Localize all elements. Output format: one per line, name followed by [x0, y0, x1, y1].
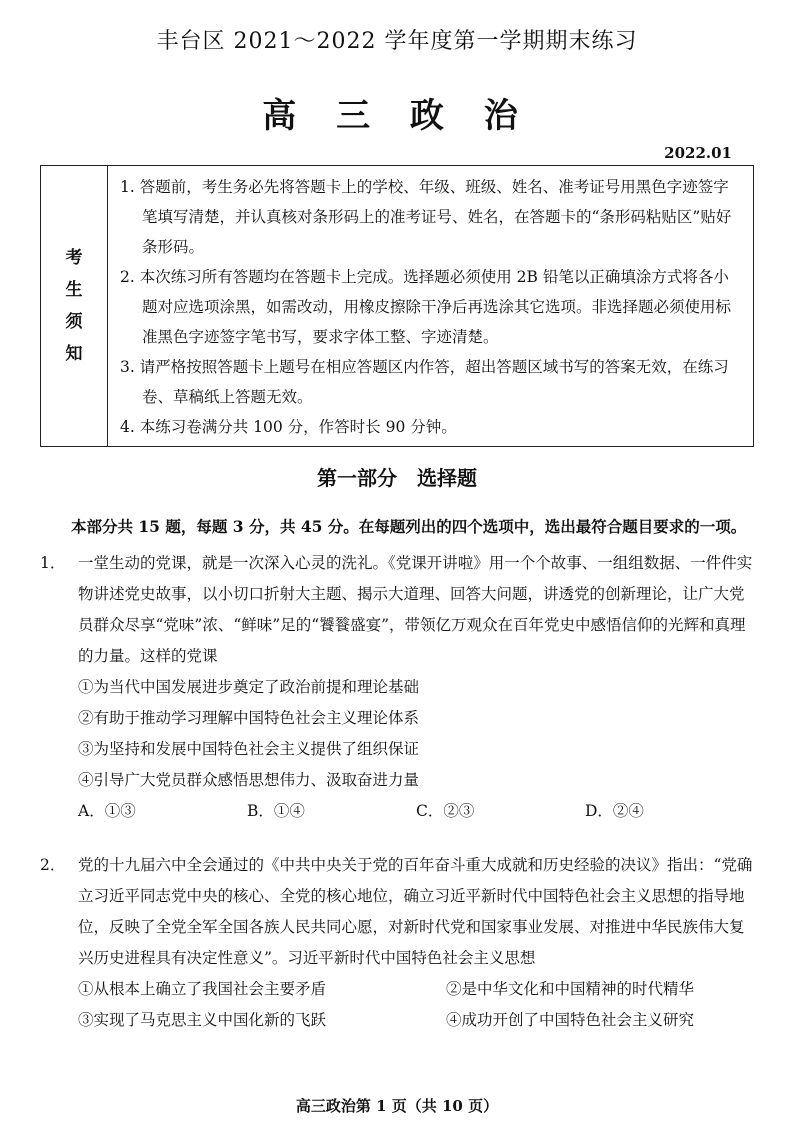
statement-4: ④引导广大党员群众感悟思想伟力、汲取奋进力量 [78, 771, 420, 789]
notice-label-char: 知 [65, 344, 83, 364]
notice-item-4: 4. 本练习卷满分共 100 分，作答时长 90 分钟。 [120, 418, 457, 436]
section-intro: 本部分共 15 题，每题 3 分，共 45 分。在每题列出的四个选项中，选出最符合题目要求的一项。 [71, 517, 747, 536]
statement-3: ③实现了马克思主义中国化新的飞跃 [78, 1011, 327, 1029]
choice-b[interactable]: B．①④ [247, 802, 305, 820]
statement-4: ④成功开创了中国特色社会主义研究 [446, 1011, 695, 1029]
statement-1: ①为当代中国发展进步奠定了政治前提和理论基础 [78, 678, 420, 696]
statement-2: ②有助于推动学习理解中国特色社会主义理论体系 [78, 709, 420, 727]
notice-body [108, 166, 754, 447]
question-stem [40, 548, 754, 672]
question-text: 党的十九届六中全会通过的《中共中央关于党的百年奋斗重大成就和历史经验的决议》指出：“党确立习近平同志党中央的核心、全党的核心地位，确立习近平新时代中国特色社会主义思想的指导地位，反映了全党全军全国各族人民共同心愿，对新时代党和国家事业发展、对推进中华民族伟大复兴历史进程具有决定性意义”。习近平新时代中国特色社会主义思想 [78, 856, 753, 967]
section-title: 第一部分 选择题 [317, 466, 477, 490]
statement-1: ①从根本上确立了我国社会主要矛盾 [78, 980, 327, 998]
question-stem [40, 850, 754, 974]
question-1 [40, 548, 754, 827]
notice-item-2: 2. 本次练习所有答题均在答题卡上完成。选择题必须使用 2B 铅笔以正确填涂方式将各小题对应选项涂黑，如需改动，用橡皮擦除干净后再选涂其它选项。非选择题必须使用标准黑色字迹签字笔书写，要求字体工整、字迹清楚。 [120, 268, 732, 346]
notice-item-3: 3. 请严格按照答题卡上题号在相应答题区内作答，超出答题区域书写的答案无效，在练习卷、草稿纸上答题无效。 [120, 358, 729, 406]
question-text: 一堂生动的党课，就是一次深入心灵的洗礼。《党课开讲啦》用一个个故事、一组组数据、一件件实物讲述党史故事，以小切口折射大主题、揭示大道理、回答大问题，讲透党的创新理论，让广大党员群众尽享“党味”浓、“鲜味”足的“饕餮盛宴”，带领亿万观众在百年党史中感悟信仰的光辉和真理的力量。这样的党课 [78, 554, 753, 665]
notice-label [41, 166, 108, 447]
subject-title: 高 三 政 治 [262, 96, 532, 136]
exam-notice-box [40, 165, 754, 447]
choice-d[interactable]: D．②④ [585, 802, 644, 820]
statement-2: ②是中华文化和中国精神的时代精华 [446, 980, 695, 998]
choice-c[interactable]: C．②③ [416, 802, 475, 820]
exam-date: 2022.01 [664, 144, 732, 162]
question-number: 1． [40, 554, 66, 572]
answer-choices [40, 796, 754, 827]
choice-a[interactable]: A．①③ [78, 802, 136, 820]
notice-label-char: 考 [65, 248, 83, 268]
notice-label-char: 生 [65, 280, 83, 300]
statement-grid [40, 974, 754, 1036]
question-number: 2． [40, 856, 66, 874]
statement-3: ③为坚持和发展中国特色社会主义提供了组织保证 [78, 740, 420, 758]
question-2 [40, 850, 754, 1036]
notice-label-char: 须 [65, 312, 83, 332]
exam-title: 丰台区 2021～2022 学年度第一学期期末练习 [156, 29, 638, 54]
notice-item-1: 1. 答题前，考生务必先将答题卡上的学校、年级、班级、姓名、准考证号用黑色字迹签字笔填写清楚，并认真核对条形码上的准考证号、姓名，在答题卡的“条形码粘贴区”贴好条形码。 [120, 178, 732, 256]
page-footer: 高三政治第 1 页（共 10 页） [295, 1097, 499, 1115]
